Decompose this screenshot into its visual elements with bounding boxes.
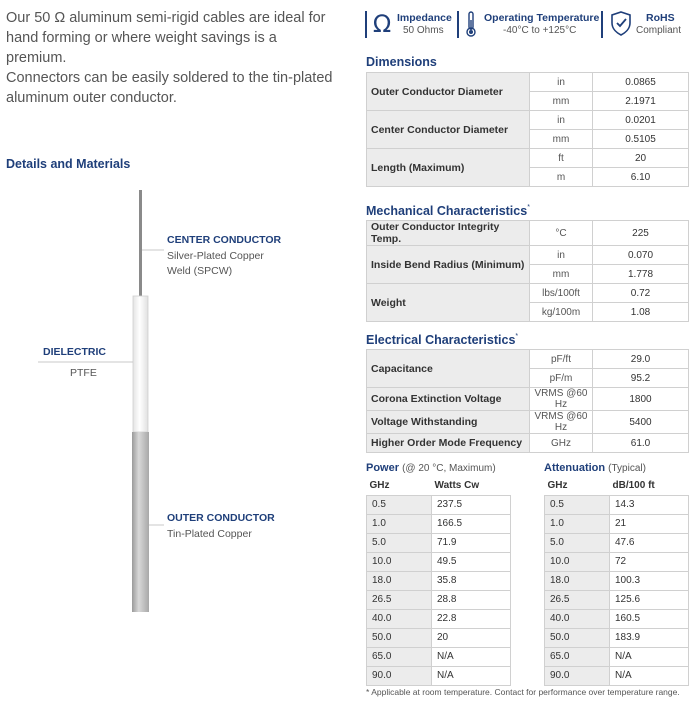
details-title: Details and Materials <box>6 157 131 171</box>
thermometer-icon <box>465 11 477 37</box>
row-value: 95.2 <box>593 369 689 388</box>
column-header: GHz <box>547 480 568 492</box>
dimensions-table <box>366 72 689 187</box>
row-unit: mm <box>530 92 593 111</box>
row-value: 0.72 <box>593 284 689 303</box>
frequency-cell: 90.0 <box>545 666 610 685</box>
intro-line: hand forming or where weight savings is a premium. <box>6 30 277 66</box>
frequency-cell: 90.0 <box>367 666 432 685</box>
table-row <box>367 495 511 514</box>
row-value: 20 <box>593 149 689 168</box>
table-row <box>367 533 511 552</box>
row-name: Outer Conductor Integrity Temp. <box>367 221 530 246</box>
table-row <box>367 350 689 369</box>
temperature-value: -40°C to +125°C <box>503 25 577 36</box>
row-name: Length (Maximum) <box>367 149 530 187</box>
table-row <box>545 533 689 552</box>
electrical-table <box>366 349 689 453</box>
temperature-spec <box>462 8 602 40</box>
power-qualifier: (@ 20 °C, Maximum) <box>402 463 496 474</box>
value-cell: N/A <box>432 666 511 685</box>
row-name: Corona Extinction Voltage <box>367 388 530 411</box>
row-value: 1.08 <box>593 303 689 322</box>
row-unit: lbs/100ft <box>530 284 593 303</box>
value-cell: 125.6 <box>610 590 689 609</box>
table-row <box>545 514 689 533</box>
row-unit: GHz <box>530 434 593 453</box>
table-row <box>367 590 511 609</box>
intro-line: Connectors can be easily soldered to the tin-plated <box>6 70 333 86</box>
value-cell: 72 <box>610 552 689 571</box>
impedance-spec <box>365 8 461 40</box>
row-unit: VRMS @60 Hz <box>530 411 593 434</box>
frequency-cell: 5.0 <box>367 533 432 552</box>
row-value: 1.778 <box>593 265 689 284</box>
table-row <box>367 434 689 453</box>
column-header: dB/100 ft <box>612 480 655 492</box>
column-header: GHz <box>369 480 390 492</box>
row-unit: ft <box>530 149 593 168</box>
row-unit: VRMS @60 Hz <box>530 388 593 411</box>
row-value: 6.10 <box>593 168 689 187</box>
intro-line: Our 50 Ω aluminum semi-rigid cables are ideal for <box>6 10 326 26</box>
intro-line: aluminum outer conductor. <box>6 90 177 106</box>
row-unit: kg/100m <box>530 303 593 322</box>
value-cell: 35.8 <box>432 571 511 590</box>
electrical-title <box>366 333 518 347</box>
frequency-cell: 65.0 <box>367 647 432 666</box>
table-row <box>367 552 511 571</box>
dielectric-label: DIELECTRIC <box>43 346 106 358</box>
power-title <box>366 462 496 474</box>
row-name: Higher Order Mode Frequency <box>367 434 530 453</box>
mechanical-title <box>366 204 530 218</box>
table-row <box>367 666 511 685</box>
value-cell: 237.5 <box>432 495 511 514</box>
value-cell: N/A <box>610 666 689 685</box>
frequency-cell: 50.0 <box>367 628 432 647</box>
row-unit: °C <box>530 221 593 246</box>
row-value: 0.0201 <box>593 111 689 130</box>
table-header-row <box>545 477 689 495</box>
row-unit: m <box>530 168 593 187</box>
mechanical-title-text: Mechanical Characteristics <box>366 204 528 218</box>
table-row <box>367 221 689 246</box>
row-value: 0.070 <box>593 246 689 265</box>
table-row <box>545 571 689 590</box>
center-conductor-label: CENTER CONDUCTOR <box>167 234 282 246</box>
frequency-cell: 18.0 <box>545 571 610 590</box>
table-row <box>545 495 689 514</box>
power-table <box>366 477 511 686</box>
impedance-title: Impedance <box>397 12 452 24</box>
value-cell: 47.6 <box>610 533 689 552</box>
row-value: 225 <box>593 221 689 246</box>
row-name: Outer Conductor Diameter <box>367 73 530 111</box>
electrical-title-text: Electrical Characteristics <box>366 333 516 347</box>
temperature-title: Operating Temperature <box>484 12 600 24</box>
frequency-cell: 18.0 <box>367 571 432 590</box>
footnote-mark: * <box>527 204 530 211</box>
impedance-value: 50 Ohms <box>403 25 444 36</box>
center-conductor-material <box>167 249 264 279</box>
table-row <box>367 411 689 434</box>
table-row <box>367 571 511 590</box>
row-value: 61.0 <box>593 434 689 453</box>
rohs-spec <box>608 8 695 40</box>
dimensions-title: Dimensions <box>366 55 437 69</box>
value-cell: 160.5 <box>610 609 689 628</box>
table-row <box>367 149 689 168</box>
frequency-cell: 1.0 <box>545 514 610 533</box>
frequency-cell: 50.0 <box>545 628 610 647</box>
row-unit: in <box>530 73 593 92</box>
table-row <box>545 628 689 647</box>
row-unit: in <box>530 246 593 265</box>
column-header: Watts Cw <box>434 480 480 492</box>
power-title-text: Power <box>366 462 400 474</box>
center-material-line: Silver-Plated Copper <box>167 250 264 262</box>
power-rows <box>367 495 511 685</box>
row-value: 1800 <box>593 388 689 411</box>
row-value: 29.0 <box>593 350 689 369</box>
value-cell: 166.5 <box>432 514 511 533</box>
row-name: Inside Bend Radius (Minimum) <box>367 246 530 284</box>
table-row <box>367 514 511 533</box>
row-unit: pF/ft <box>530 350 593 369</box>
attenuation-qualifier: (Typical) <box>608 463 646 474</box>
frequency-cell: 10.0 <box>367 552 432 571</box>
outer-conductor-material: Tin-Plated Copper <box>167 528 252 540</box>
value-cell: 183.9 <box>610 628 689 647</box>
row-name: Weight <box>367 284 530 322</box>
frequency-cell: 0.5 <box>545 495 610 514</box>
row-name: Center Conductor Diameter <box>367 111 530 149</box>
center-material-line: Weld (SPCW) <box>167 265 233 277</box>
omega-icon <box>371 10 393 36</box>
table-row <box>545 647 689 666</box>
attenuation-rows <box>545 495 689 685</box>
mechanical-table <box>366 220 689 322</box>
row-name: Capacitance <box>367 350 530 388</box>
row-value: 5400 <box>593 411 689 434</box>
table-row <box>367 628 511 647</box>
table-row <box>367 246 689 265</box>
value-cell: 22.8 <box>432 609 511 628</box>
frequency-cell: 26.5 <box>367 590 432 609</box>
table-row <box>367 73 689 92</box>
frequency-cell: 26.5 <box>545 590 610 609</box>
row-value: 0.5105 <box>593 130 689 149</box>
divider <box>365 11 367 38</box>
value-cell: 14.3 <box>610 495 689 514</box>
row-value: 2.1971 <box>593 92 689 111</box>
rohs-title: RoHS <box>646 12 675 24</box>
footnote-mark: * <box>515 333 519 340</box>
rohs-value: Compliant <box>636 25 682 36</box>
value-cell: N/A <box>610 647 689 666</box>
row-unit: in <box>530 111 593 130</box>
frequency-cell: 65.0 <box>545 647 610 666</box>
frequency-cell: 0.5 <box>367 495 432 514</box>
divider <box>601 11 603 38</box>
value-cell: N/A <box>432 647 511 666</box>
frequency-cell: 10.0 <box>545 552 610 571</box>
shield-check-icon <box>610 11 632 36</box>
divider <box>457 11 459 38</box>
row-unit: mm <box>530 130 593 149</box>
spec-header <box>365 8 695 40</box>
row-unit: mm <box>530 265 593 284</box>
frequency-cell: 1.0 <box>367 514 432 533</box>
value-cell: 20 <box>432 628 511 647</box>
dielectric-sleeve <box>133 296 148 432</box>
value-cell: 49.5 <box>432 552 511 571</box>
row-value: 0.0865 <box>593 73 689 92</box>
value-cell: 100.3 <box>610 571 689 590</box>
table-row <box>367 388 689 411</box>
svg-text:Ω: Ω <box>372 10 392 36</box>
table-row <box>367 284 689 303</box>
table-row <box>545 609 689 628</box>
frequency-cell: 40.0 <box>545 609 610 628</box>
row-unit: pF/m <box>530 369 593 388</box>
outer-conductor-tube <box>132 432 149 612</box>
attenuation-title-text: Attenuation <box>544 462 606 474</box>
center-conductor-wire <box>139 190 142 300</box>
row-name: Voltage Withstanding <box>367 411 530 434</box>
frequency-cell: 5.0 <box>545 533 610 552</box>
table-header-row <box>367 477 511 495</box>
outer-conductor-label: OUTER CONDUCTOR <box>167 512 275 524</box>
table-row <box>367 111 689 130</box>
table-row <box>367 609 511 628</box>
frequency-cell: 40.0 <box>367 609 432 628</box>
table-row <box>367 647 511 666</box>
value-cell: 21 <box>610 514 689 533</box>
attenuation-title <box>544 462 646 474</box>
value-cell: 28.8 <box>432 590 511 609</box>
value-cell: 71.9 <box>432 533 511 552</box>
table-row <box>545 552 689 571</box>
attenuation-table <box>544 477 689 686</box>
footnote: * Applicable at room temperature. Contact for performance over temperature range. <box>366 687 680 697</box>
table-row <box>545 666 689 685</box>
table-row <box>545 590 689 609</box>
dielectric-material: PTFE <box>70 367 97 379</box>
